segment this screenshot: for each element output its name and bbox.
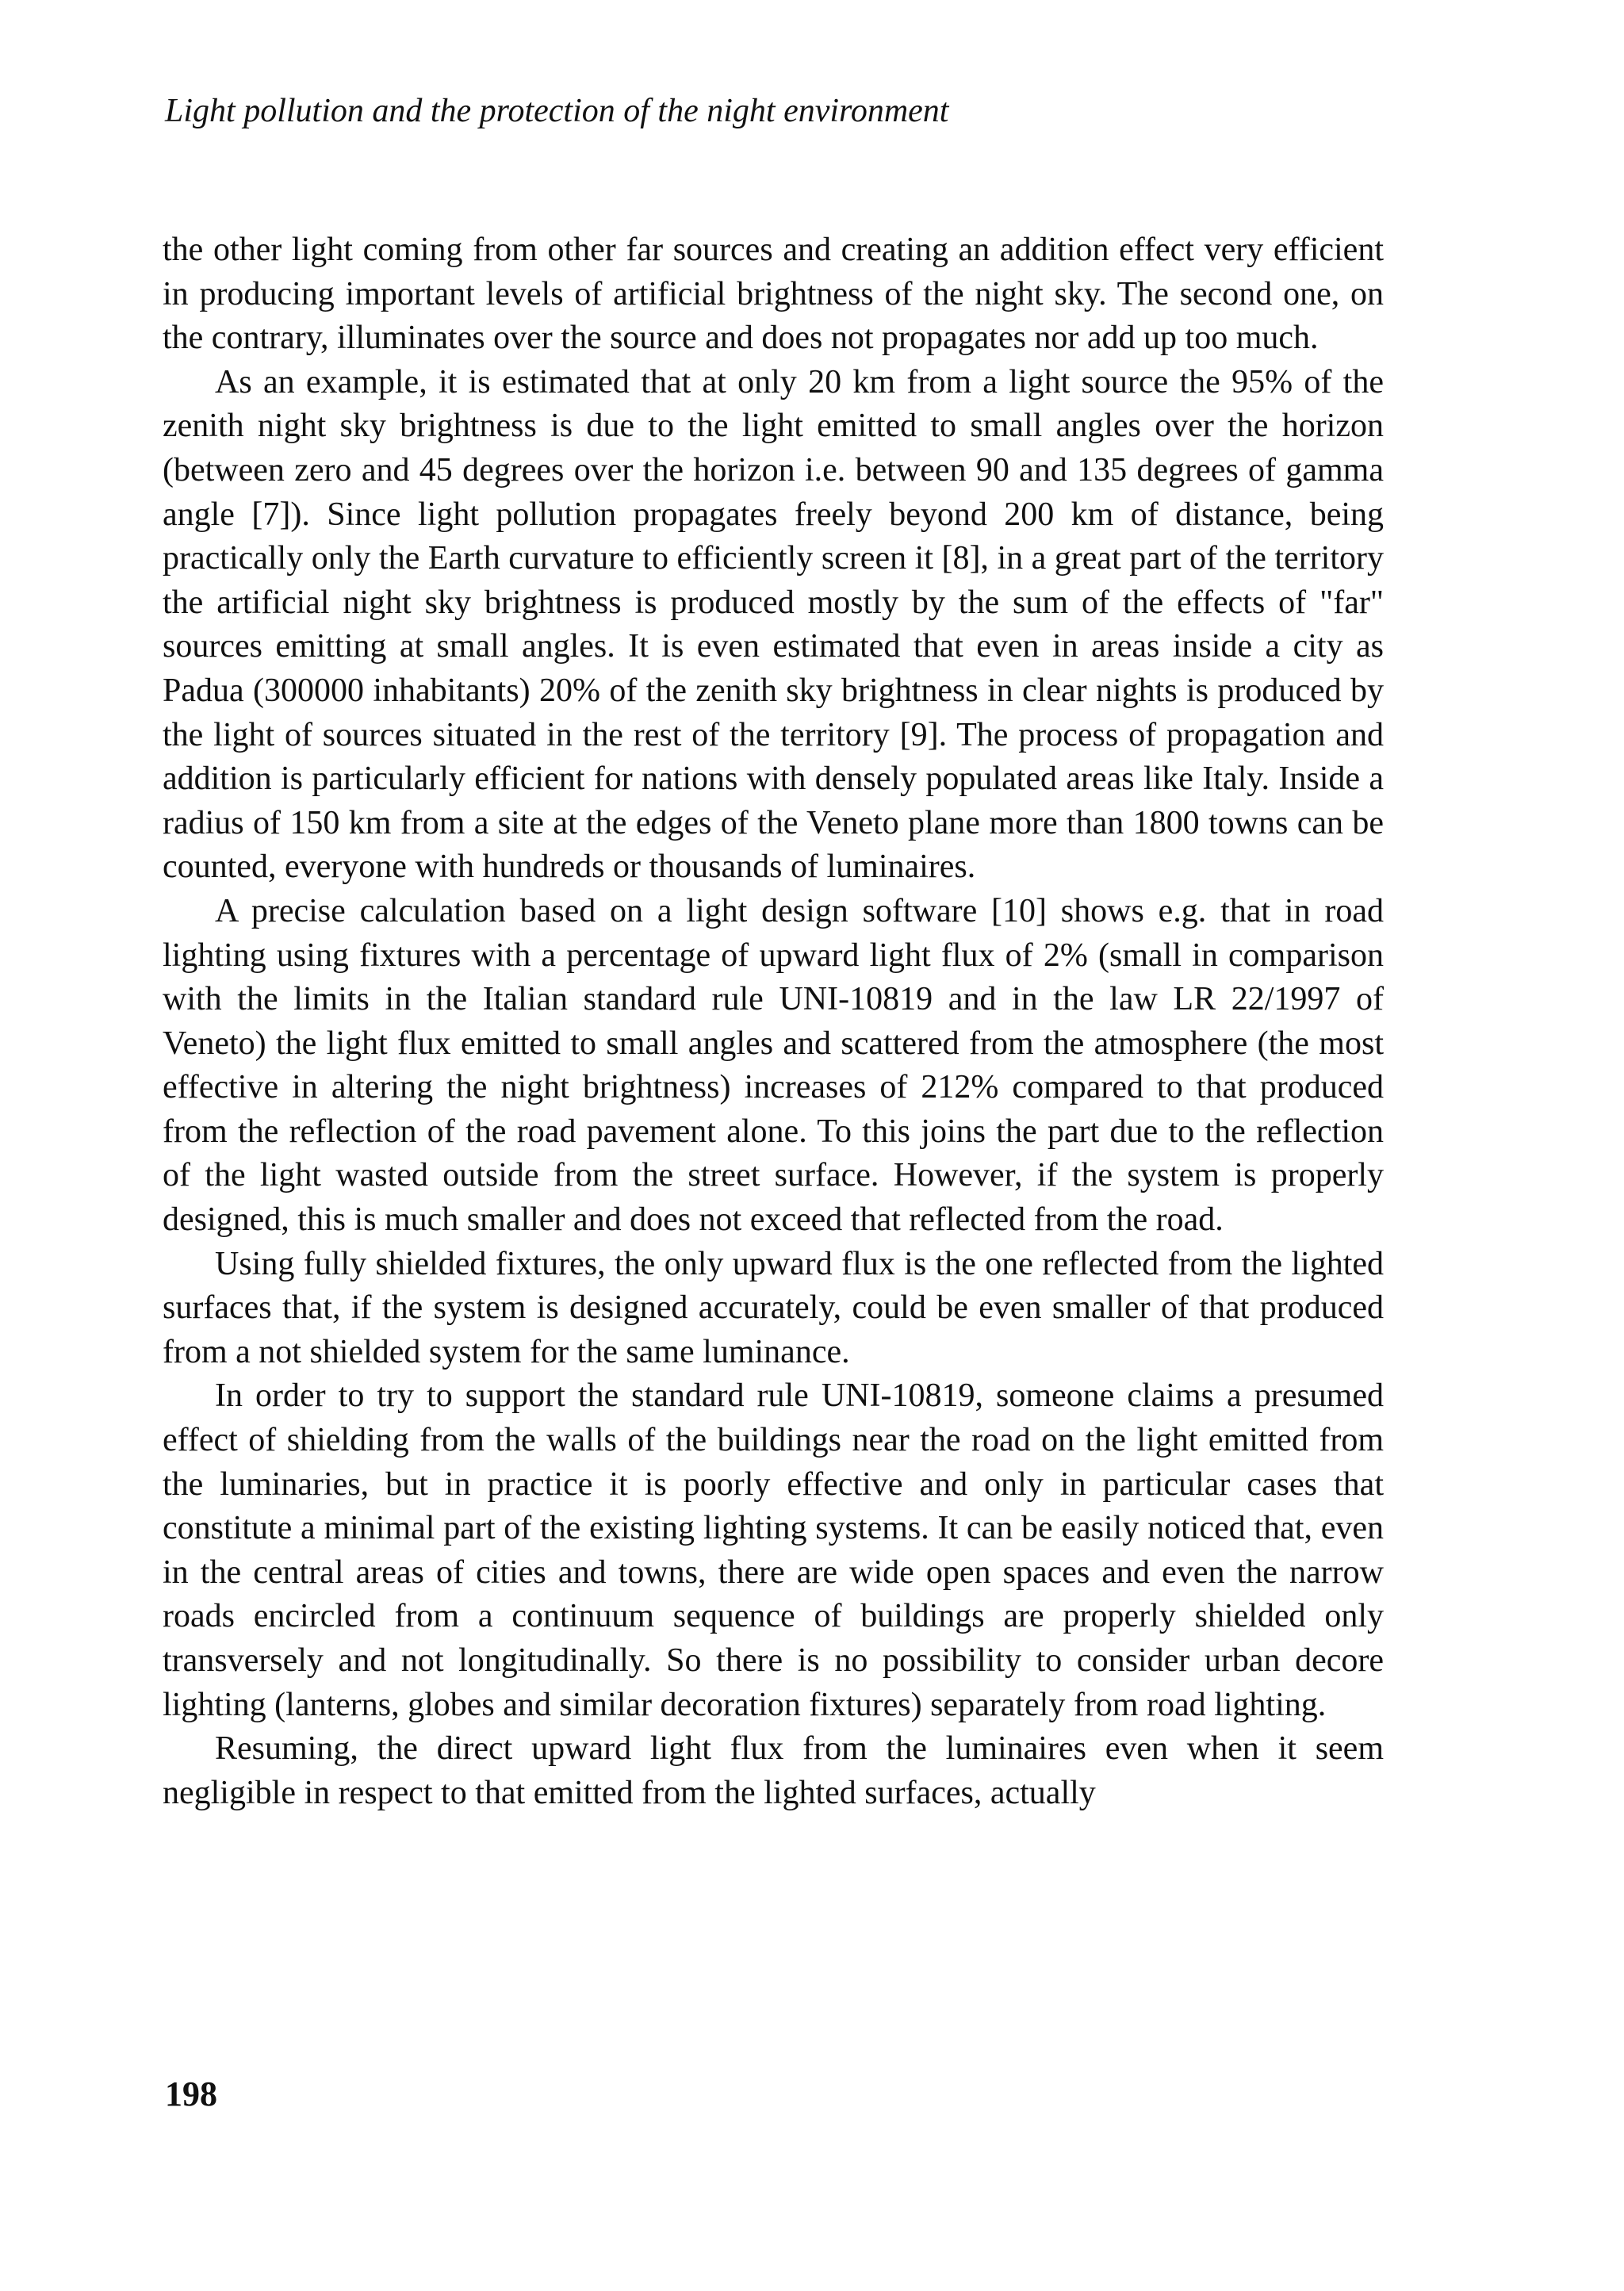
page-number: 198 xyxy=(165,2075,217,2113)
paragraph: In order to try to support the standard rule UNI-10819, someone claims a presumed effect of shielding from the walls of the buildings near the road on the light emitted from the luminaries, but in practice it is poorly effective and only in particular cases that constitute a minimal part of the existing lighting systems. It can be easily noticed that, even in the central areas of cities and towns, there are wide open spaces and even the narrow roads encircled from a continuum sequence of buildings are properly shielded only transversely and not longitudinally. So there is no possibility to consider urban decore lighting (lanterns, globes and similar decoration fixtures) separately from road lighting. xyxy=(163,1377,1384,1723)
paragraph: Using fully shielded fixtures, the only upward flux is the one reflected from the lighted surfaces that, if the system is designed accurately, could be even smaller of that produced from a not shielded system for the same luminance. xyxy=(163,1245,1384,1370)
running-header: Light pollution and the protection of the night environment xyxy=(165,93,949,129)
paragraph: As an example, it is estimated that at only 20 km from a light source the 95% of the zenith night sky brightness is due to the light emitted to small angles over the horizon (between zero and 45 degrees over the horizon i.e. between 90 and 135 degrees of gamma angle [7]). Since light pollution propagates freely beyond 200 km of distance, being practically only the Earth curvature to efficiently screen it [8], in a great part of the territory the artificial night sky brightness is produced mostly by the sum of the effects of "far" sources emitting at small angles. It is even estimated that even in areas inside a city as Padua (300000 inhabitants) 20% of the zenith sky brightness in clear nights is produced by the light of sources situated in the rest of the territory [9]. The process of propagation and addition is particularly efficient for nations with densely populated areas like Italy. Inside a radius of 150 km from a site at the edges of the Veneto plane more than 1800 towns can be counted, everyone with hundreds or thousands of luminaires. xyxy=(163,363,1384,886)
paragraph: Resuming, the direct upward light flux from the luminaires even when it seem negligible in respect to that emitted from the lighted surfaces, actually xyxy=(163,1730,1384,1811)
paragraph-continued: the other light coming from other far sources and creating an addition effect very efficient in producing important levels of artificial brightness of the night sky. The second one, on the contrary, illuminates over the source and does not propagates nor add up too much. xyxy=(163,232,1384,357)
paragraph: A precise calculation based on a light design software [10] shows e.g. that in road lighting using fixtures with a percentage of upward light flux of 2% (small in comparison with the limits in the Italian standard rule UNI-10819 and in the law LR 22/1997 of Veneto) the light flux emitted to small angles and scattered from the atmosphere (the most effective in altering the night brightness) increases of 212% compared to that produced from the reflection of the road pavement alone. To this joins the part due to the reflection of the light wasted outside from the street surface. However, if the system is properly designed, this is much smaller and does not exceed that reflected from the road. xyxy=(163,892,1384,1239)
body-text xyxy=(163,228,1384,1815)
